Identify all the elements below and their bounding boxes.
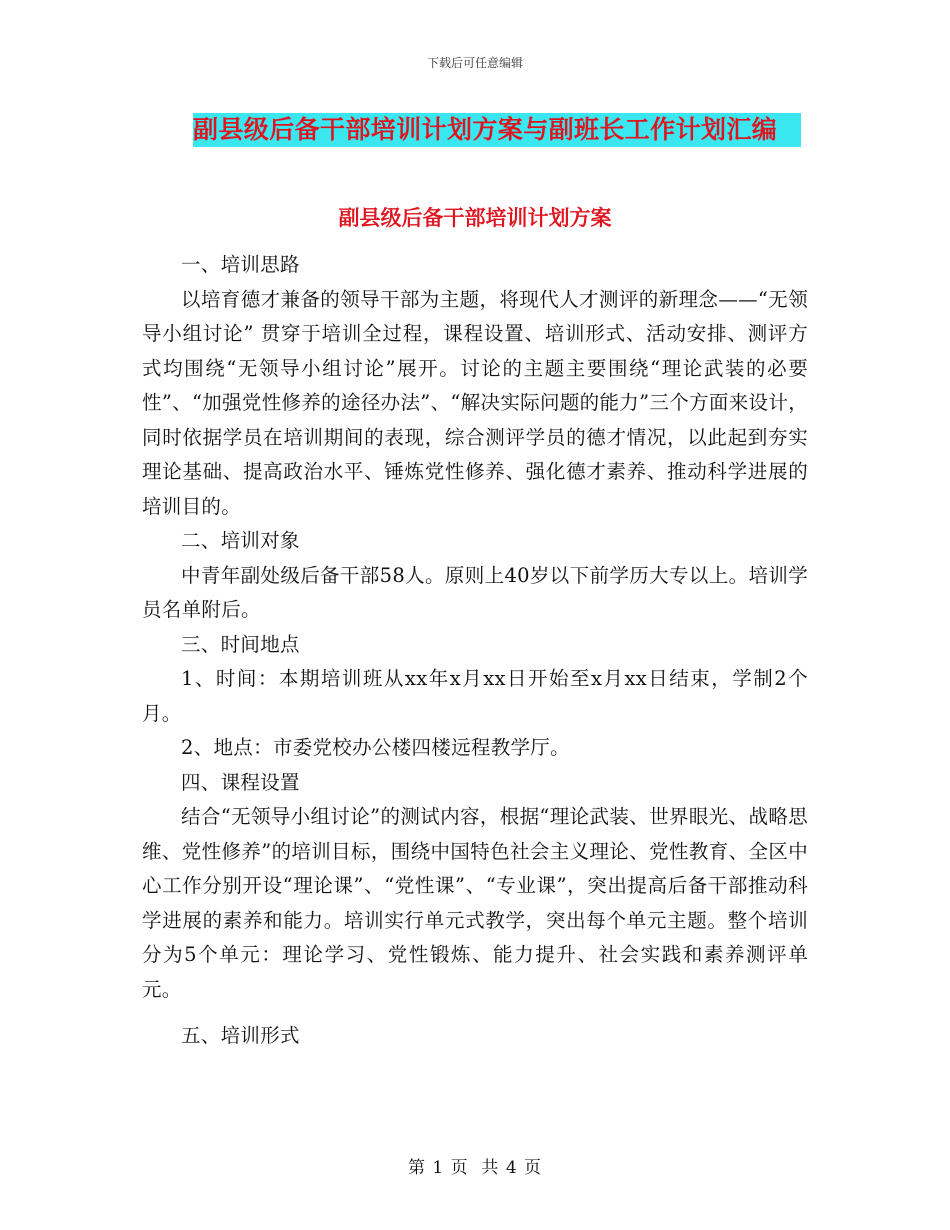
page-prefix: 第: [407, 1158, 426, 1178]
header-note: 下载后可任意编辑: [426, 56, 523, 70]
heading-curriculum: 四、课程设置: [181, 770, 300, 794]
page-suffix: 页: [524, 1158, 543, 1178]
paragraph-place: 2、地点：市委党校办公楼四楼远程教学厅。: [181, 736, 570, 759]
heading-training-approach: 一、培训思路: [181, 253, 300, 276]
heading-training-format: 五、培训形式: [181, 1024, 300, 1047]
section-title: 副县级后备干部培训计划方案: [338, 206, 612, 230]
paragraph-time: 1、时间：本期培训班从xx年x月xx日开始至x月xx日结束，学制2个月。: [142, 667, 808, 725]
paragraph-training-approach: 以培育德才兼备的领导干部为主题，将现代人才测评的新理念——“无领导小组讨论” 贯穿于培训全过程，课程设置、培训形式、活动安排、测评方式均围绕“无领导小组讨论”展开。讨论的主题主要围绕“理论武装的必要性”、“加强党性修养的途径办法”、“解决实际问题的能力”三个方面来设计，同时依据学员在培训期间的表现，综合测评学员的德才情况，以此起到夯实理论基础、提高政治水平、锤炼党性修养、强化德才素养、推动科学进展的培训目的。: [142, 287, 808, 518]
page-mid: 页 共: [450, 1158, 500, 1178]
page-footer: [0, 1153, 950, 1178]
document-body: [142, 248, 808, 1054]
heading-training-targets: 二、培训对象: [181, 529, 300, 552]
paragraph-curriculum: 结合“无领导小组讨论”的测试内容，根据“理论武装、世界眼光、战略思维、党性修养”的培训目标，围绕中国特色社会主义理论、党性教育、全区中心工作分别开设“理论课”、“党性课”、“专业课”，突出提高后备干部推动科学进展的素养和能力。培训实行单元式教学，突出每个单元主题。整个培训分为5个单元：理论学习、党性锻炼、能力提升、社会实践和素养测评单元。: [142, 805, 808, 1001]
heading-time-place: 三、时间地点: [181, 632, 300, 656]
page-current: 1: [432, 1158, 445, 1178]
paragraph-training-targets: 中青年副处级后备干部58人。原则上40岁以下前学历大专以上。培训学员名单附后。: [142, 563, 808, 621]
page-total: 4: [505, 1158, 518, 1178]
document-main-title: 副县级后备干部培训计划方案与副班长工作计划汇编: [193, 113, 801, 147]
